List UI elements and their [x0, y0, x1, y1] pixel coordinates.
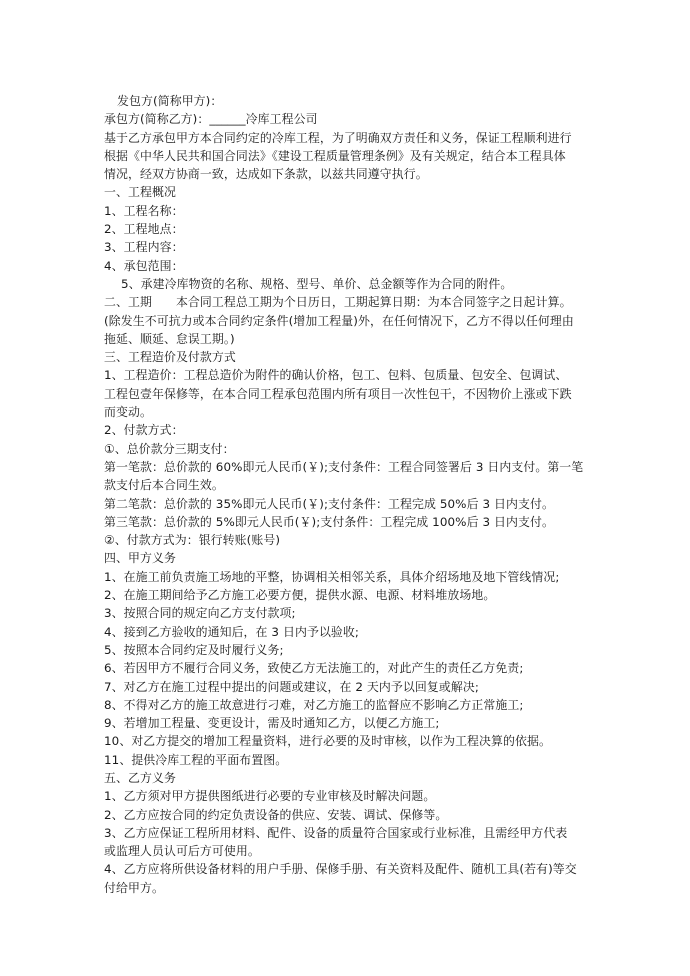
- document-line: 8、不得对乙方的施工故意进行刁难，对乙方施工的监督应不影响乙方正常施工;: [104, 697, 524, 712]
- document-line: 款支付后本合同生效。: [104, 478, 224, 493]
- document-line: 10、对乙方提交的增加工程量资料，进行必要的及时审核，以作为工程决算的依据。: [104, 734, 551, 749]
- document-line: 拖延、顺延、怠误工期。): [104, 331, 235, 346]
- document-line: 工程包壹年保修等，在本合同工程承包范围内所有项目一次性包干，不因物价上涨或下跌: [104, 386, 572, 401]
- document-line: 9、若增加工程量、变更设计，需及时通知乙方，以便乙方施工;: [104, 716, 440, 731]
- document-line: (除发生不可抗力或本合同约定条件(增加工程量)外，在任何情况下，乙方不得以任何理由: [104, 313, 574, 328]
- document-line: 第一笔款：总价款的 60%即元人民币(￥);支付条件：工程合同签署后 3 日内支付。第一笔: [104, 459, 584, 474]
- document-line: 四、甲方义务: [104, 551, 176, 566]
- document-line: 根据《中华人民共和国合同法》《建设工程质量管理条例》及有关规定，结合本工程具体: [104, 148, 566, 163]
- document-line: 7、对乙方在施工过程中提出的问题或建议，在 2 天内予以回复或解决;: [104, 679, 479, 694]
- document-line: 3、按照合同的规定向乙方支付款项;: [104, 606, 296, 621]
- document-line: 承包方(简称乙方)：______冷库工程公司: [104, 112, 318, 127]
- document-line: 1、在施工前负责施工场地的平整，协调相关相邻关系，具体介绍场地及地下管线情况;: [104, 569, 560, 584]
- document-line: 三、工程造价及付款方式: [104, 350, 236, 365]
- document-line: 或监理人员认可后方可使用。: [104, 844, 260, 859]
- document-line: 1、工程造价：工程总造价为附件的确认价格，包工、包料、包质量、包安全、包调试、: [104, 368, 568, 383]
- document-page: [104, 92, 596, 897]
- document-line: 二、工期 本合同工程总工期为个日历日，工期起算日期：为本合同签字之日起计算。: [104, 295, 572, 310]
- document-line: 付给甲方。: [104, 880, 164, 895]
- document-line: 1、工程名称：: [104, 203, 184, 218]
- document-line: 11、提供冷库工程的平面布置图。: [104, 752, 288, 767]
- document-line: 4、接到乙方验收的通知后，在 3 日内予以验收;: [104, 624, 360, 639]
- document-line: 4、乙方应将所供设备材料的用户手册、保修手册、有关资料及配件、随机工具(若有)等交: [104, 862, 577, 877]
- document-line: 第二笔款：总价款的 35%即元人民币(￥);支付条件：工程完成 50%后 3 日内支付。: [104, 496, 554, 511]
- document-line: 基于乙方承包甲方本合同约定的冷库工程，为了明确双方责任和义务，保证工程顺利进行: [104, 130, 572, 145]
- document-line: 而变动。: [104, 405, 152, 420]
- document-line: 2、付款方式：: [104, 423, 184, 438]
- document-line: 6、若因甲方不履行合同义务，致使乙方无法施工的，对此产生的责任乙方免责;: [104, 661, 524, 676]
- document-line: 发包方(简称甲方)：: [117, 94, 223, 108]
- document-line: 2、工程地点：: [104, 222, 184, 237]
- document-line: ①、总价款分三期支付：: [104, 441, 235, 456]
- document-line: 2、乙方应按合同的约定负责设备的供应、安装、调试、保修等。: [104, 807, 448, 822]
- document-line: 4、承包范围：: [104, 258, 184, 273]
- document-line: 情况，经双方协商一致，达成如下条款，以兹共同遵守执行。: [104, 167, 428, 182]
- document-line: 五、乙方义务: [104, 770, 176, 785]
- document-line: 5、承建冷库物资的名称、规格、型号、单价、总金额等作为合同的附件。: [121, 276, 513, 291]
- document-line: 2、在施工期间给予乙方施工必要方便，提供水源、电源、材料堆放场地。: [104, 588, 496, 603]
- document-line: 5、按照本合同约定及时履行义务;: [104, 642, 284, 657]
- document-line: ②、付款方式为：银行转账(账号): [104, 533, 281, 548]
- document-line: 第三笔款：总价款的 5%即元人民币(￥);支付条件：工程完成 100%后 3 日内支付。: [104, 514, 554, 529]
- document-line: 3、工程内容：: [104, 240, 184, 255]
- document-line: 一、工程概况: [104, 185, 176, 200]
- document-line: 1、乙方须对甲方提供图纸进行必要的专业审核及时解决问题。: [104, 789, 436, 804]
- document-line: 3、乙方应保证工程所用材料、配件、设备的质量符合国家或行业标准，且需经甲方代表: [104, 825, 568, 840]
